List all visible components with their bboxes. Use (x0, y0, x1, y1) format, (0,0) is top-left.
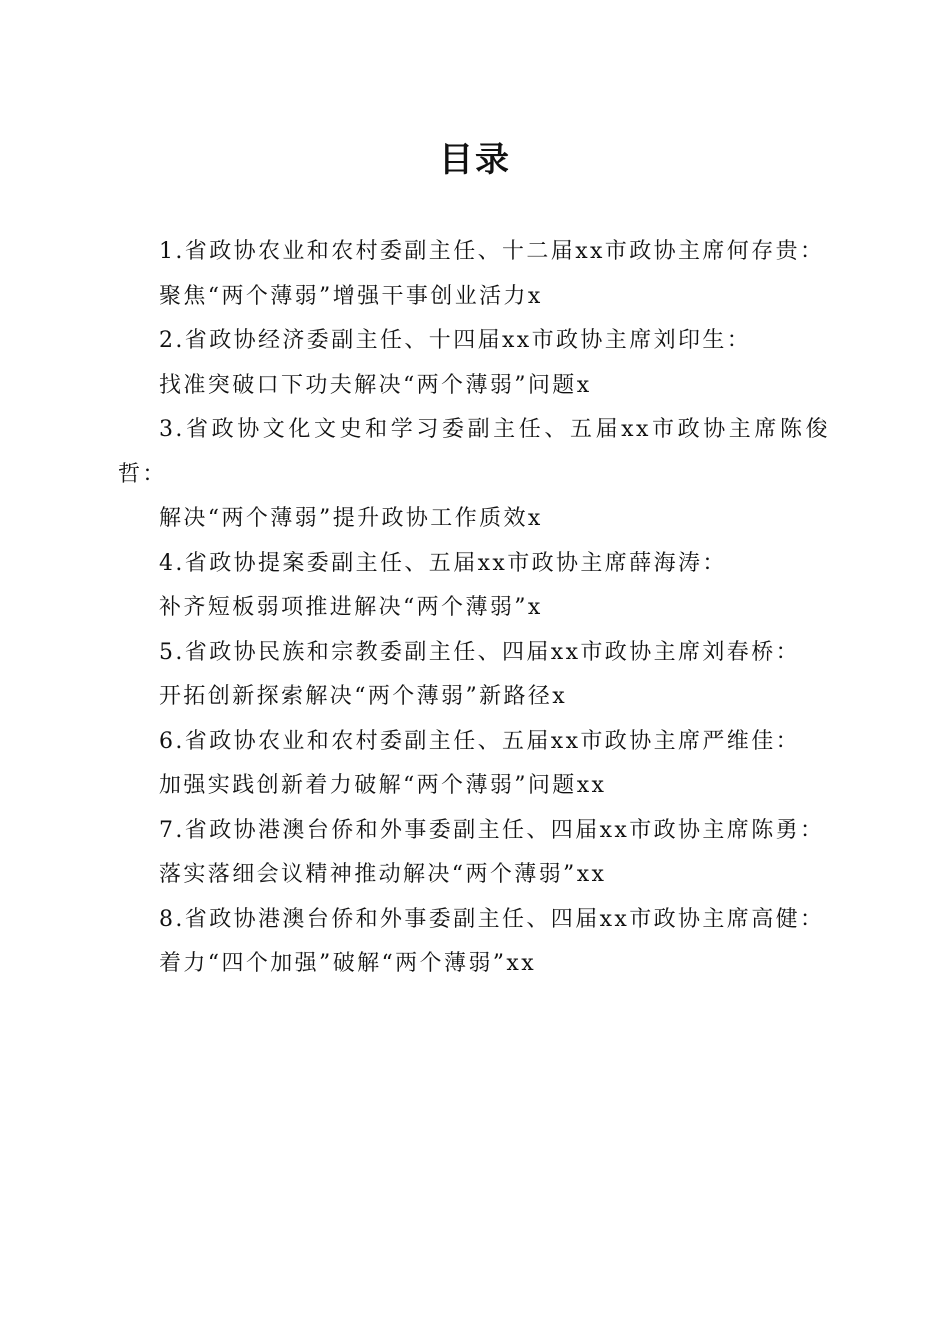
toc-entry-1-subtitle[interactable]: 聚焦“两个薄弱”增强干事创业活力x (159, 283, 543, 309)
toc-entry-5-subtitle[interactable]: 开拓创新探索解决“两个薄弱”新路径x (159, 684, 568, 709)
toc-entry-2-subtitle[interactable]: 找准突破口下功夫解决“两个薄弱”问题x (159, 372, 592, 398)
toc-entry-4-heading[interactable]: 4.省政协提案委副主任、五届xx市政协主席薛海涛： (159, 550, 727, 576)
toc-entry-2-heading[interactable]: 2.省政协经济委副主任、十四届xx市政协主席刘印生： (159, 328, 752, 353)
toc-entry-7-subtitle[interactable]: 落实落细会议精神推动解决“两个薄弱”xx (159, 862, 607, 887)
toc-entry-3-subtitle[interactable]: 解决“两个薄弱”提升政协工作质效x (159, 506, 543, 531)
toc-entry-6-subtitle[interactable]: 加强实践创新着力破解“两个薄弱”问题xx (159, 773, 607, 798)
toc-entry-1-heading[interactable]: 1.省政协农业和农村委副主任、十二届xx市政协主席何存贵： (159, 239, 825, 264)
page-title: 目录 (439, 140, 511, 180)
toc-entry-8-subtitle[interactable]: 着力“四个加强”破解“两个薄弱”xx (159, 951, 537, 976)
toc-entry-7-heading[interactable]: 7.省政协港澳台侨和外事委副主任、四届xx市政协主席陈勇： (159, 817, 825, 843)
toc-entry-8-heading[interactable]: 8.省政协港澳台侨和外事委副主任、四届xx市政协主席高健： (159, 906, 825, 932)
toc-entry-3-heading[interactable]: 3.省政协文化文史和学习委副主任、五届xx市政协主席陈俊哲： (118, 417, 830, 487)
toc-entry-4-subtitle[interactable]: 补齐短板弱项推进解决“两个薄弱”x (159, 595, 543, 620)
toc-entry-6-heading[interactable]: 6.省政协农业和农村委副主任、五届xx市政协主席严维佳： (159, 728, 801, 754)
table-of-contents (118, 230, 830, 987)
toc-entry-5-heading[interactable]: 5.省政协民族和宗教委副主任、四届xx市政协主席刘春桥： (159, 639, 801, 665)
